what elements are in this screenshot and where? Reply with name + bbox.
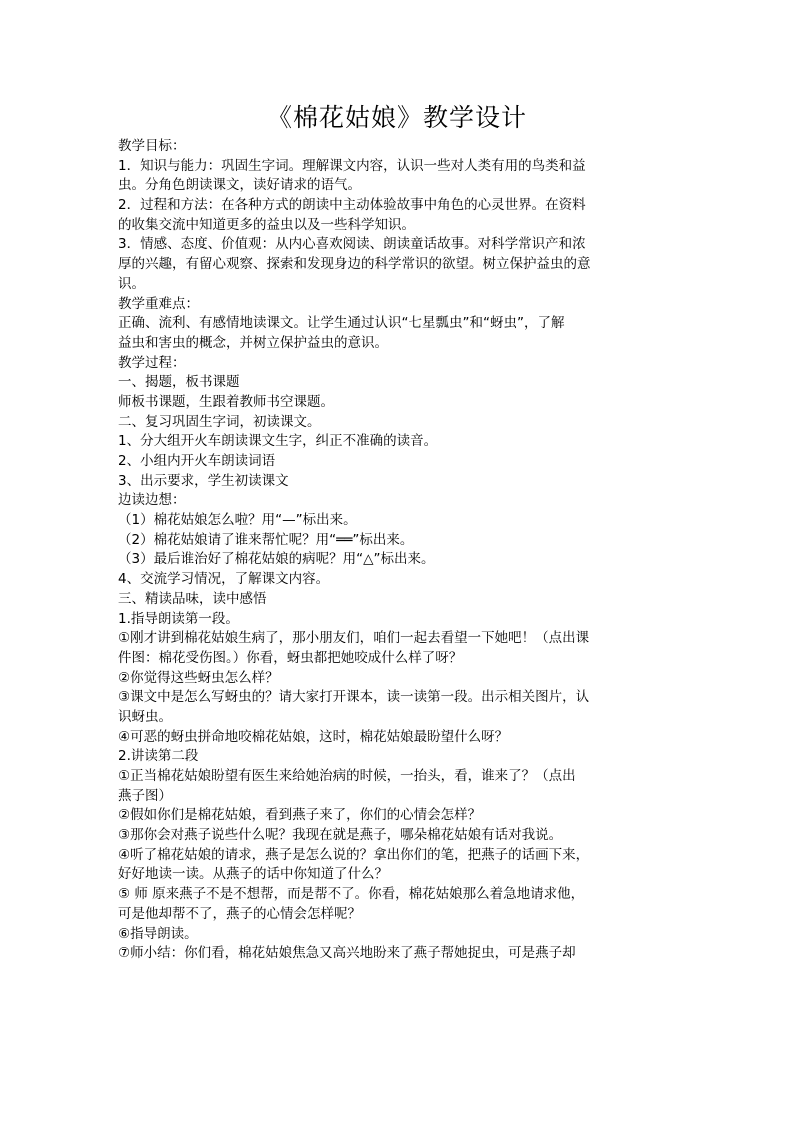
document-body bbox=[118, 137, 681, 964]
list-item: ④听了棉花姑娘的请求，燕子是怎么说的？拿出你们的笔，把燕子的话画下来， bbox=[118, 846, 590, 863]
paragraph-line: 可是他却帮不了，燕子的心情会怎样呢？ bbox=[118, 905, 361, 922]
section-heading-process: 教学过程： bbox=[118, 354, 186, 371]
paragraph-line: 燕子图） bbox=[118, 787, 172, 804]
paragraph-line: 识。 bbox=[118, 275, 145, 292]
step-heading: 二、复习巩固生字词，初读课文。 bbox=[118, 413, 321, 430]
section-heading-key-points: 教学重难点： bbox=[118, 295, 199, 312]
list-item: （2）棉花姑娘请了谁来帮忙呢？用“══”标出来。 bbox=[118, 531, 414, 548]
paragraph-line: 件图：棉花受伤图。）你看，蚜虫都把她咬成什么样了呀？ bbox=[118, 649, 463, 666]
paragraph-line: 正确、流利、有感情地读课文。让学生通过认识“七星瓢虫”和“蚜虫”，了解 bbox=[118, 315, 565, 332]
list-item: 4、交流学习情况，了解课文内容。 bbox=[118, 571, 330, 588]
list-item: 3、出示要求，学生初读课文 bbox=[118, 472, 289, 489]
paragraph-line: 2．过程和方法：在各种方式的朗读中主动体验故事中角色的心灵世界。在资料 bbox=[118, 197, 586, 214]
list-item: 2、小组内开火车朗读词语 bbox=[118, 453, 276, 469]
paragraph-line: 3．情感、态度、价值观：从内心喜欢阅读、朗读童话故事。对科学常识产和浓 bbox=[118, 236, 586, 253]
list-item: ③课文中是怎么写蚜虫的？请大家打开课本，读一读第一段。出示相关图片，认 bbox=[118, 689, 590, 706]
list-item: ⑦师小结：你们看，棉花姑娘焦急又高兴地盼来了燕子帮她捉虫，可是燕子却 bbox=[118, 945, 576, 962]
list-item: ②假如你们是棉花姑娘，看到燕子来了，你们的心情会怎样？ bbox=[118, 807, 482, 824]
list-item: ⑥指导朗读。 bbox=[118, 925, 198, 942]
paragraph-line: 的收集交流中知道更多的益虫以及一些科学知识。 bbox=[118, 216, 415, 233]
list-item: ④可恶的蚜虫拼命地咬棉花姑娘，这时，棉花姑娘最盼望什么呀？ bbox=[118, 728, 509, 745]
list-item: 1、分大组开火车朗读课文生字，纠正不准确的读音。 bbox=[118, 433, 438, 450]
sub-heading: 1.指导朗读第一段。 bbox=[118, 610, 239, 627]
list-item: （1）棉花姑娘怎么啦？用“—”标出来。 bbox=[118, 512, 357, 529]
list-item: ③那你会对燕子说些什么呢？我现在就是燕子，哪朵棉花姑娘有话对我说。 bbox=[118, 827, 563, 844]
paragraph-line: 师板书课题，生跟着教师书空课题。 bbox=[118, 393, 334, 410]
paragraph-line: 虫。分角色朗读课文，读好请求的语气。 bbox=[118, 177, 361, 194]
paragraph-line: 边读边想： bbox=[118, 492, 186, 509]
paragraph-line: 好好地读一读。从燕子的话中你知道了什么？ bbox=[118, 866, 388, 883]
step-heading: 一、揭题，板书课题 bbox=[118, 374, 240, 391]
list-item: ①刚才讲到棉花姑娘生病了，那小朋友们，咱们一起去看望一下她吧！（点出课 bbox=[118, 630, 590, 647]
paragraph-line: 益虫和害虫的概念，并树立保护益虫的意识。 bbox=[118, 334, 388, 351]
paragraph-line: 1．知识与能力：巩固生字词。理解课文内容，认识一些对人类有用的鸟类和益 bbox=[118, 157, 586, 174]
list-item: ①正当棉花姑娘盼望有医生来给她治病的时候，一抬头，看，谁来了？（点出 bbox=[118, 768, 576, 784]
document-title: 《棉花姑娘》教学设计 bbox=[266, 103, 527, 132]
sub-heading: 2.讲读第二段 bbox=[118, 748, 199, 765]
paragraph-line: 识蚜虫。 bbox=[118, 708, 172, 725]
list-item: ②你觉得这些蚜虫怎么样？ bbox=[118, 669, 279, 686]
list-item: （3）最后谁治好了棉花姑娘的病呢？用“△”标出来。 bbox=[118, 551, 435, 568]
paragraph-line: 厚的兴趣，有留心观察、探索和发现身边的科学常识的欲望。树立保护益虫的意 bbox=[118, 256, 591, 273]
list-item: ⑤ 师 原来燕子不是不想帮，而是帮不了。你看，棉花姑娘那么着急地请求他， bbox=[118, 886, 585, 903]
section-heading-objectives: 教学目标： bbox=[118, 138, 186, 154]
step-heading: 三、精读品味，读中感悟 bbox=[118, 590, 267, 607]
